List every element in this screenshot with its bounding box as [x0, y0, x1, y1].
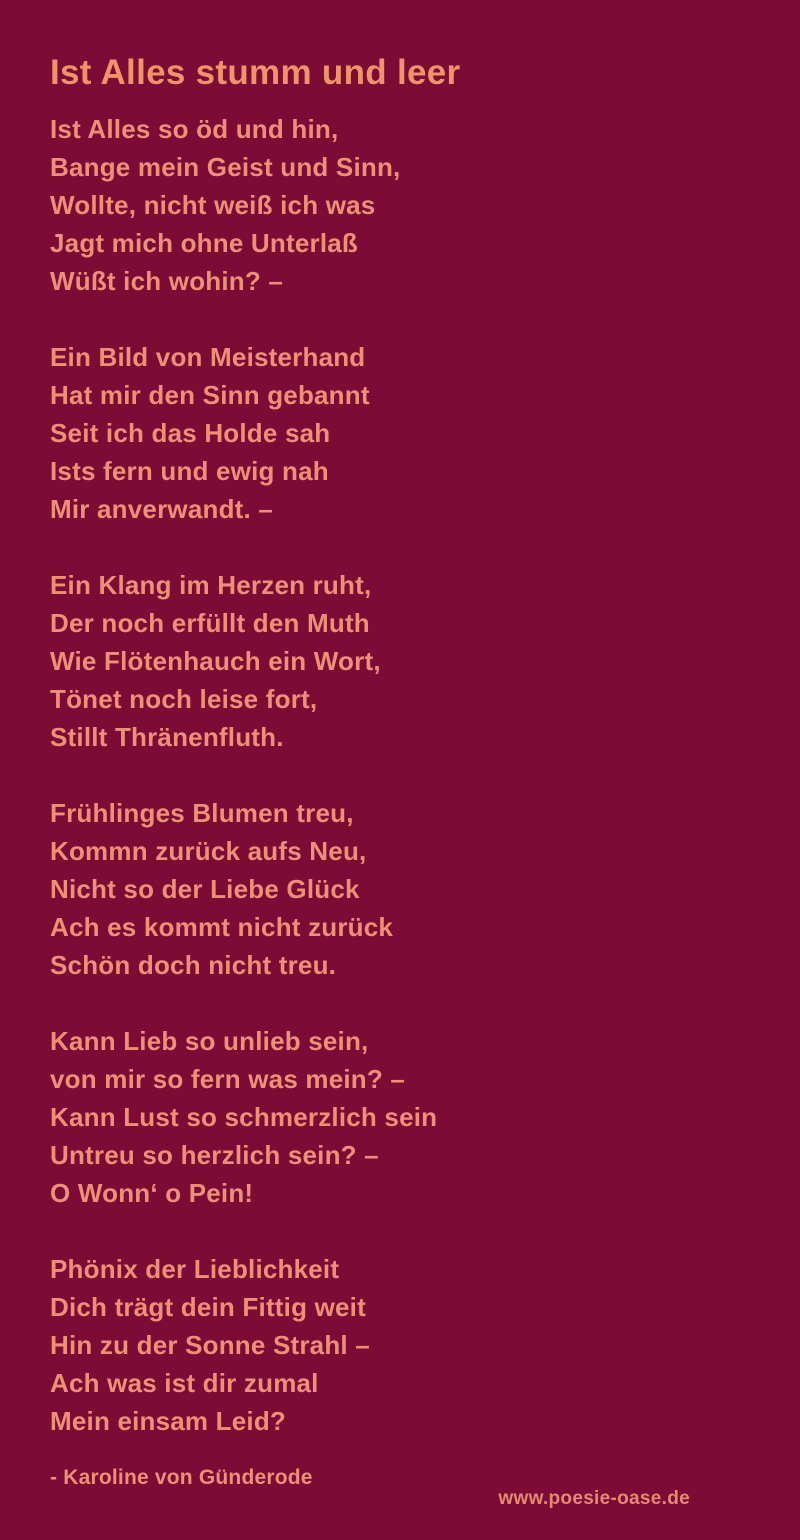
poem-body: [50, 110, 760, 1440]
poem-line: Mein einsam Leid?: [50, 1406, 287, 1436]
stanza: [50, 338, 760, 528]
poem-line: Der noch erfüllt den Muth: [50, 608, 370, 638]
poem-line: Mir anverwandt. –: [50, 494, 274, 524]
poem-line: Dich trägt dein Fittig weit: [50, 1292, 366, 1322]
poem-line: Ist Alles so öd und hin,: [50, 114, 339, 144]
site-watermark: www.poesie-oase.de: [498, 1488, 690, 1509]
poem-line: Phönix der Lieblichkeit: [50, 1254, 340, 1284]
poem-line: Stillt Thränenfluth.: [50, 722, 284, 752]
poem-line: Schön doch nicht treu.: [50, 950, 337, 980]
poem-line: von mir so fern was mein? –: [50, 1064, 406, 1094]
poem-line: Hin zu der Sonne Strahl –: [50, 1330, 370, 1360]
stanza: [50, 110, 760, 300]
poem-line: Kann Lieb so unlieb sein,: [50, 1026, 369, 1056]
poem-line: Wie Flötenhauch ein Wort,: [50, 646, 381, 676]
poem-line: Wüßt ich wohin? –: [50, 266, 284, 296]
poem-line: Frühlinges Blumen treu,: [50, 798, 354, 828]
poem-line: Seit ich das Holde sah: [50, 418, 331, 448]
poem-line: Bange mein Geist und Sinn,: [50, 152, 401, 182]
poem-line: Kann Lust so schmerzlich sein: [50, 1102, 438, 1132]
poem-line: Jagt mich ohne Unterlaß: [50, 228, 358, 258]
poem-line: Nicht so der Liebe Glück: [50, 874, 360, 904]
poem-line: Ists fern und ewig nah: [50, 456, 329, 486]
poem-line: Tönet noch leise fort,: [50, 684, 318, 714]
poem-line: O Wonn‘ o Pein!: [50, 1178, 254, 1208]
stanza: [50, 1250, 760, 1440]
poem-line: Kommn zurück aufs Neu,: [50, 836, 367, 866]
poem-card: [50, 52, 760, 1492]
poem-line: Ein Bild von Meisterhand: [50, 342, 366, 372]
poem-line: Ein Klang im Herzen ruht,: [50, 570, 372, 600]
stanza: [50, 566, 760, 756]
poem-line: Ach es kommt nicht zurück: [50, 912, 394, 942]
poem-attribution: - Karoline von Günderode: [50, 1466, 313, 1489]
poem-line: Hat mir den Sinn gebannt: [50, 380, 370, 410]
poem-title: Ist Alles stumm und leer: [50, 53, 461, 92]
stanza: [50, 1022, 760, 1212]
poem-line: Ach was ist dir zumal: [50, 1368, 319, 1398]
poem-line: Wollte, nicht weiß ich was: [50, 190, 376, 220]
stanza: [50, 794, 760, 984]
poem-line: Untreu so herzlich sein? –: [50, 1140, 379, 1170]
